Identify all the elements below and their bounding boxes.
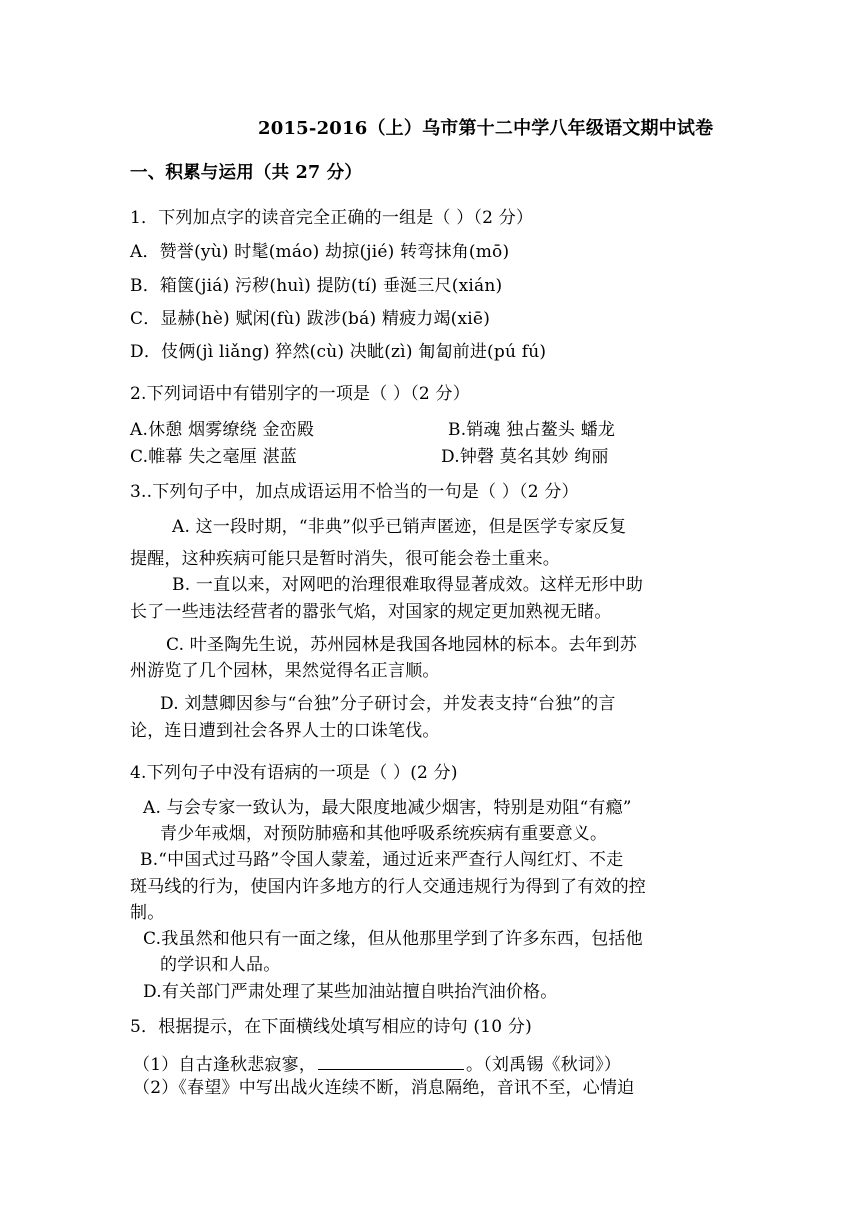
question-4-option-b-line1: B.“中国式过马路”令国人蒙羞，通过近来严查行人闯红灯、不走 [140, 850, 624, 870]
question-4-option-b-line2: 斑马线的行为，使国内许多地方的行人交通违规行为得到了有效的控 [130, 877, 646, 897]
section-heading: 一、积累与运用（共 27 分） [130, 163, 363, 183]
question-4-option-a-line2: 青少年戒烟，对预防肺癌和其他呼吸系统疾病有重要意义。 [160, 824, 608, 844]
question-2-option-d: D.钟磬 莫名其妙 绚丽 [441, 447, 609, 467]
question-3-option-a-line2: 提醒，这种疾病可能只是暂时消失，很可能会卷土重来。 [130, 549, 560, 569]
question-5-item-2: （2）《春望》中写出战火连续不断，消息隔绝，音讯不至，心情迫 [133, 1078, 635, 1098]
answer-blank[interactable] [318, 1051, 464, 1070]
question-4-option-c-line2: 的学识和人品。 [160, 955, 281, 975]
question-3-option-c-line1: C. 叶圣陶先生说，苏州园林是我国各地园林的标本。去年到苏 [166, 635, 638, 655]
question-2-stem: 2.下列词语中有错别字的一项是（ ）（2 分） [130, 384, 470, 404]
question-3-option-a-line1: A. 这一段时期，“非典”似乎已销声匿迹，但是医学专家反复 [172, 517, 627, 537]
question-5-item-1-source: 。（刘禹锡《秋词》） [466, 1055, 622, 1075]
question-1-option-c: C．显赫(hè) 赋闲(fù) 跋涉(bá) 精疲力竭(xiē) [130, 309, 491, 329]
question-3-option-c-line2: 州游览了几个园林，果然觉得名正言顺。 [130, 661, 440, 681]
question-1-option-a: A．赞誉(yù) 时髦(máo) 劫掠(jié) 转弯抹角(mō) [130, 242, 510, 262]
question-3-option-d-line2: 论，连日遭到社会各界人士的口诛笔伐。 [130, 721, 440, 741]
question-3-option-b-line1: B. 一直以来，对网吧的治理很难取得显著成效。这样无形中助 [172, 575, 644, 595]
question-5-item-1-prompt: （1）自古逢秋悲寂寥， [133, 1055, 317, 1075]
question-5-stem: 5．根据提示，在下面横线处填写相应的诗句 (10 分) [130, 1017, 532, 1037]
question-2-option-c: C.帷幕 失之毫厘 湛蓝 [130, 447, 298, 467]
question-4-option-a-line1: A. 与会专家一致认为，最大限度地减少烟害，特别是劝阻“有瘾” [143, 798, 632, 818]
question-1-option-b: B．箱箧(jiá) 污秽(huì) 提防(tí) 垂涎三尺(xián) [130, 276, 503, 296]
question-3-option-d-line1: D. 刘慧卿因参与“台独”分子研讨会，并发表支持“台独”的言 [160, 694, 616, 714]
question-3-option-b-line2: 长了一些违法经营者的嚣张气焰，对国家的规定更加熟视无睹。 [130, 602, 612, 622]
question-4-option-c-line1: C.我虽然和他只有一面之缘，但从他那里学到了许多东西，包括他 [143, 929, 643, 949]
question-4-stem: 4.下列句子中没有语病的一项是（ ）(2 分) [130, 763, 458, 783]
question-5-item-1 [133, 1051, 621, 1076]
question-2-option-a: A.休憩 烟雾缭绕 金峦殿 [130, 420, 315, 440]
question-1-stem: 1．下列加点字的读音完全正确的一组是（ ）（2 分） [130, 208, 534, 228]
question-4-option-d: D.有关部门严肃处理了某些加油站擅自哄抬汽油价格。 [143, 982, 558, 1002]
question-2-option-b: B.销魂 独占鳌头 蟠龙 [448, 420, 616, 440]
question-3-stem: 3..下列句子中，加点成语运用不恰当的一句是（ ）（2 分） [130, 482, 579, 502]
page-title: 2015-2016（上）乌市第十二中学八年级语文期中试卷 [258, 118, 714, 139]
question-4-option-b-line3: 制。 [130, 903, 165, 923]
question-1-option-d: D．伎俩(jì liǎng) 猝然(cù) 决眦(zì) 匍匐前进(pú fú) [130, 342, 547, 362]
